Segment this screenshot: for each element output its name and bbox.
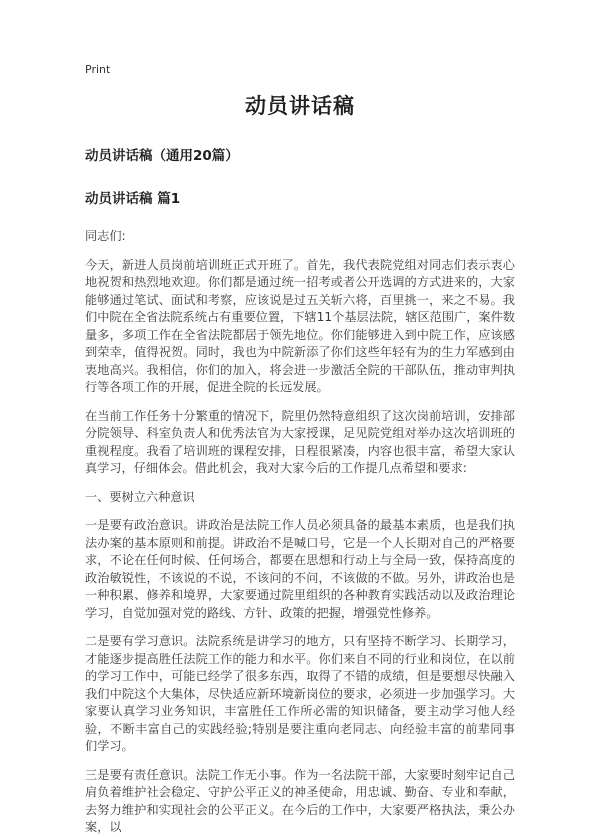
document-body <box>85 228 515 837</box>
point-political-awareness: 一是要有政治意识。讲政治是法院工作人员必须具备的最基本素质，也是我们执法办案的基本原则和前提。讲政治不是喊口号，它是一个人长期对自己的严格要求，不论在任何时候、任何场合，都要在思想和行动上与全局一致，保持高度的政治敏锐性，不该说的不说，不该问的不问，不该做的不做。另外，讲政治也是一种积累、修养和境界，大家要通过院里组织的各种教育实践活动以及政治理论学习，自觉加强对党的路线、方针、政策的把握，增强党性修养。 <box>85 518 515 620</box>
paragraph-intro: 今天，新进人员岗前培训班正式开班了。首先，我代表院党组对同志们表示衷心地祝贺和热烈地欢迎。你们都是通过统一招考或者公开选调的方式进来的，大家能够通过笔试、面试和考察，应该说是过五关斩六将，百里挑一，来之不易。我们中院在全省法院系统占有重要位置，下辖11个基层法院，辖区范围广，案件数量多，多项工作在全省法院都居于领先地位。你们能够进入到中院工作，应该感到荣幸，值得祝贺。同时，我也为中院新添了你们这些年轻有为的生力军感到由衷地高兴。我相信，你们的加入，将会进一步激活全院的干部队伍，推动审判执行等各项工作的开展，促进全院的长远发展。 <box>85 257 515 394</box>
doc-subtitle: 动员讲话稿（通用20篇） <box>85 148 239 164</box>
section-title: 动员讲话稿 篇1 <box>85 191 181 207</box>
paragraph-training: 在当前工作任务十分繁重的情况下，院里仍然特意组织了这次岗前培训，安排部分院领导、科室负责人和优秀法官为大家授课，足见院党组对举办这次培训班的重视程度。我看了培训班的课程安排，日程很紧凑，内容也很丰富，希望大家认真学习，仔细体会。借此机会，我对大家今后的工作提几点希望和要求: <box>85 408 515 475</box>
point-learning-awareness: 二是要有学习意识。法院系统是讲学习的地方，只有坚持不断学习、长期学习，才能逐步提高胜任法院工作的能力和水平。你们来自不同的行业和岗位，在以前的学习工作中，可能已经学了很多东西，取得了不错的成绩，但是要想尽快融入我们中院这个大集体，尽快适应新环境新岗位的要求，必须进一步加强学习。大家要认真学习业务知识，丰富胜任工作所必需的知识储备，要主动学习他人经验，不断丰富自己的实践经验;特别是要注重向老同志、向经验丰富的前辈同事们学习。 <box>85 634 515 753</box>
print-link[interactable]: Print <box>85 63 111 76</box>
page-title: 动员讲话稿 <box>245 94 355 118</box>
salutation: 同志们: <box>85 229 126 243</box>
list-heading: 一、要树立六种意识 <box>85 489 195 504</box>
point-responsibility-awareness: 三是要有责任意识。法院工作无小事。作为一名法院干部，大家要时刻牢记自己肩负着维护社会稳定、守护公平正义的神圣使命，用忠诚、勤奋、专业和奉献，去努力维护和实现社会的公平正义。在今后的工作中，大家要严格执法，秉公办案，以 <box>85 767 515 834</box>
